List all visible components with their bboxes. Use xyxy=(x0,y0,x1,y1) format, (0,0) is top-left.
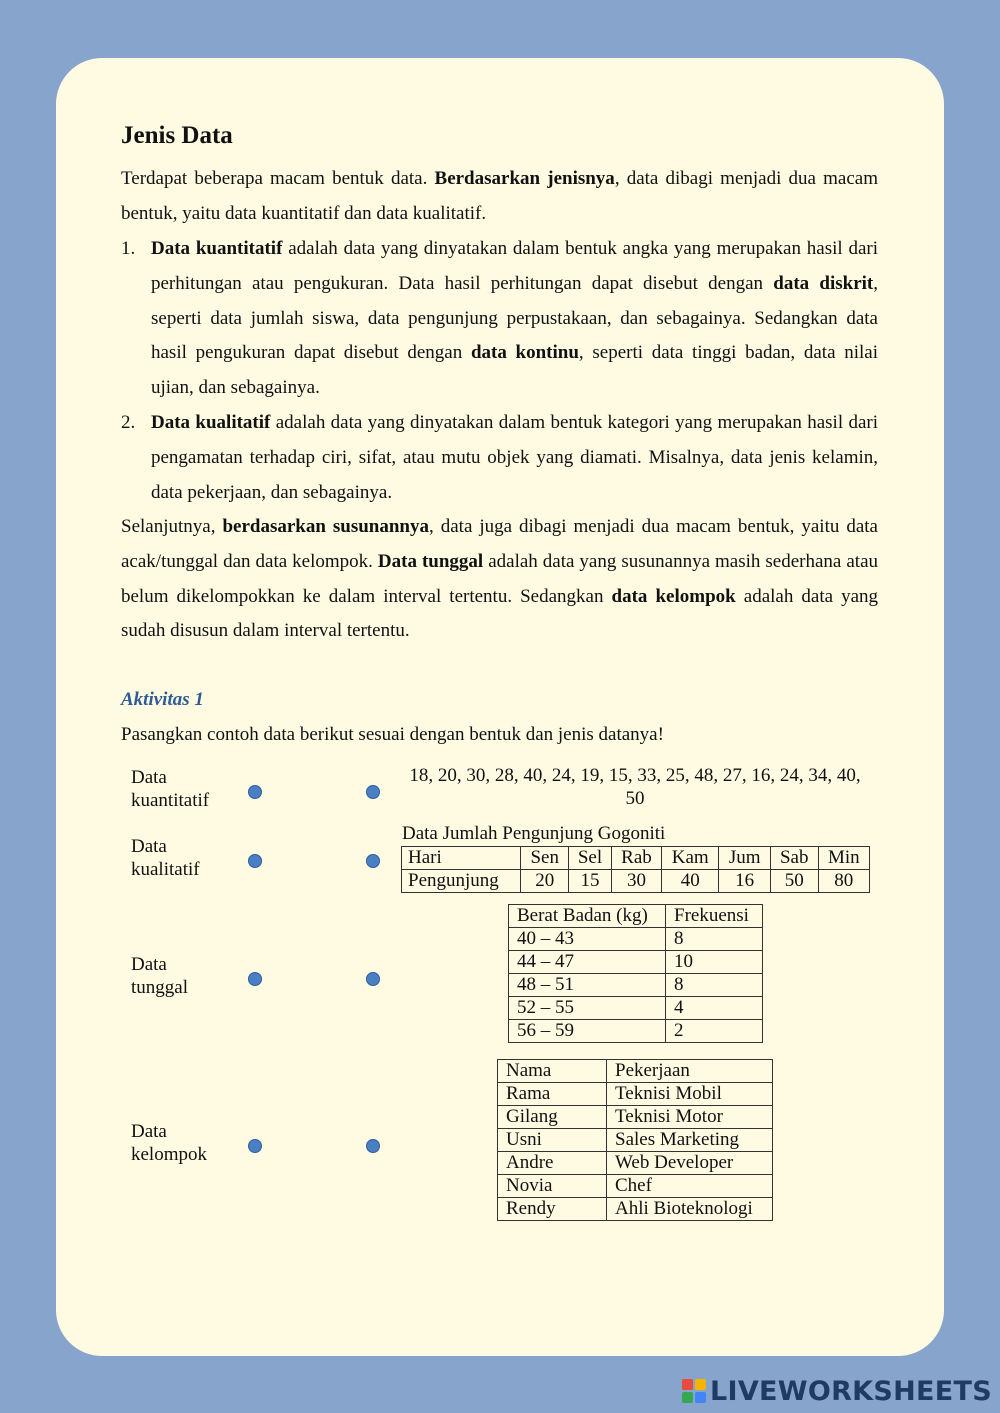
table-cell: 30 xyxy=(611,870,661,893)
table-cell: 15 xyxy=(569,870,612,893)
table-cell: Sel xyxy=(569,847,612,870)
table-cell: 40 – 43 xyxy=(509,928,666,951)
page-title: Jenis Data xyxy=(121,122,233,149)
table-row xyxy=(509,1020,763,1043)
list-number-2: 2. xyxy=(121,412,136,433)
table-row xyxy=(498,1106,773,1129)
activity-heading: Aktivitas 1 xyxy=(121,689,204,710)
logo-tile xyxy=(682,1379,693,1390)
table-row xyxy=(509,928,763,951)
table-row xyxy=(509,905,763,928)
name-job-table xyxy=(497,1059,773,1221)
table-row xyxy=(498,1175,773,1198)
table-cell: Teknisi Motor xyxy=(607,1106,773,1129)
match-dot-right-visitors[interactable] xyxy=(366,854,380,868)
table-row xyxy=(498,1198,773,1221)
table-row xyxy=(498,1129,773,1152)
table-row xyxy=(509,997,763,1020)
match-dot-left-kelompok[interactable] xyxy=(248,1139,262,1153)
liveworksheets-logo-icon xyxy=(682,1379,706,1403)
table-cell: 40 xyxy=(662,870,719,893)
list-number-1: 1. xyxy=(121,238,136,259)
table-row xyxy=(509,974,763,997)
match-dot-left-tunggal[interactable] xyxy=(248,972,262,986)
table-header-cell: Pekerjaan xyxy=(607,1060,773,1083)
table-header-cell: Frekuensi xyxy=(666,905,763,928)
table-row xyxy=(509,951,763,974)
match-dot-right-weight[interactable] xyxy=(366,972,380,986)
table-cell: 20 xyxy=(521,870,569,893)
list-item-kuantitatif: Data kuantitatif adalah data yang dinyatakan dalam bentuk angka yang merupakan hasil dari perhitungan atau pengukuran. Data hasil perhitungan dapat disebut dengan data diskrit, seperti data jumlah siswa, data pengunjung perpustakaan, dan sebagainya. Sedangkan data hasil pengukuran dapat disebut dengan data kontinu, seperti data tinggi badan, data nilai ujian, dan sebagainya. xyxy=(151,238,878,399)
table-cell: 10 xyxy=(666,951,763,974)
table-cell: Gilang xyxy=(498,1106,607,1129)
table-cell: 16 xyxy=(719,870,770,893)
watermark-text: LIVEWORKSHEETS xyxy=(709,1375,992,1407)
table-cell: Rendy xyxy=(498,1198,607,1221)
label-data-kuantitatif: Data kuantitatif xyxy=(131,767,210,811)
table-cell: Rab xyxy=(611,847,661,870)
table-cell: Hari xyxy=(402,847,521,870)
table-cell: Rama xyxy=(498,1083,607,1106)
table-row xyxy=(498,1152,773,1175)
logo-tile xyxy=(695,1379,706,1390)
table-header-cell: Nama xyxy=(498,1060,607,1083)
table-cell: 8 xyxy=(666,974,763,997)
table-cell: Jum xyxy=(719,847,770,870)
table-cell: 48 – 51 xyxy=(509,974,666,997)
table-cell: Kam xyxy=(662,847,719,870)
label-data-kelompok: Data kelompok xyxy=(131,1121,207,1165)
visitors-table xyxy=(401,846,870,893)
closing-paragraph: Selanjutnya, berdasarkan susunannya, data juga dibagi menjadi dua macam bentuk, yaitu data acak/tunggal dan data kelompok. Data tunggal adalah data yang susunannya masih sederhana atau belum dikelompokkan ke dalam interval tertentu. Sedangkan data kelompok adalah data yang sudah disusun dalam interval tertentu. xyxy=(121,516,879,642)
table-row xyxy=(402,870,870,893)
logo-tile xyxy=(695,1392,706,1403)
match-dot-left-kuantitatif[interactable] xyxy=(248,785,262,799)
match-dot-left-kualitatif[interactable] xyxy=(248,854,262,868)
table-cell: Sen xyxy=(521,847,569,870)
match-dot-right-jobs[interactable] xyxy=(366,1139,380,1153)
table-cell: Chef xyxy=(607,1175,773,1198)
logo-tile xyxy=(682,1392,693,1403)
liveworksheets-watermark xyxy=(682,1374,992,1408)
intro-paragraph: Terdapat beberapa macam bentuk data. Berdasarkan jenisnya, data dibagi menjadi dua macam bentuk, yaitu data kuantitatif dan data kualitatif. xyxy=(121,168,878,224)
table-cell: Novia xyxy=(498,1175,607,1198)
number-sequence: 18, 20, 30, 28, 40, 24, 19, 15, 33, 25, 48, 27, 16, 24, 34, 40, 50 xyxy=(409,765,861,809)
table-cell: Ahli Bioteknologi xyxy=(607,1198,773,1221)
table-row xyxy=(498,1060,773,1083)
table-cell: Andre xyxy=(498,1152,607,1175)
table-cell: Web Developer xyxy=(607,1152,773,1175)
table-cell: 80 xyxy=(818,870,869,893)
table-cell: 52 – 55 xyxy=(509,997,666,1020)
table-row xyxy=(402,847,870,870)
label-data-tunggal: Data tunggal xyxy=(131,954,188,998)
table-cell: Min xyxy=(818,847,869,870)
table-cell: Usni xyxy=(498,1129,607,1152)
weight-frequency-table xyxy=(508,904,763,1043)
table-cell: 8 xyxy=(666,928,763,951)
visitors-table-caption: Data Jumlah Pengunjung Gogoniti xyxy=(402,823,666,844)
table-cell: Pengunjung xyxy=(402,870,521,893)
table-cell: 44 – 47 xyxy=(509,951,666,974)
table-cell: Sales Marketing xyxy=(607,1129,773,1152)
label-data-kualitatif: Data kualitatif xyxy=(131,836,200,880)
table-cell: 4 xyxy=(666,997,763,1020)
table-cell: 50 xyxy=(770,870,818,893)
table-cell: Teknisi Mobil xyxy=(607,1083,773,1106)
match-dot-right-sequence[interactable] xyxy=(366,785,380,799)
table-header-cell: Berat Badan (kg) xyxy=(509,905,666,928)
activity-instruction: Pasangkan contoh data berikut sesuai dengan bentuk dan jenis datanya! xyxy=(121,724,664,745)
list-item-kualitatif: Data kualitatif adalah data yang dinyatakan dalam bentuk kategori yang merupakan hasil dari pengamatan terhadap ciri, sifat, atau mutu objek yang diamati. Misalnya, data jenis kelamin, data pekerjaan, dan sebagainya. xyxy=(151,412,879,503)
table-cell: Sab xyxy=(770,847,818,870)
table-row xyxy=(498,1083,773,1106)
table-cell: 56 – 59 xyxy=(509,1020,666,1043)
table-cell: 2 xyxy=(666,1020,763,1043)
